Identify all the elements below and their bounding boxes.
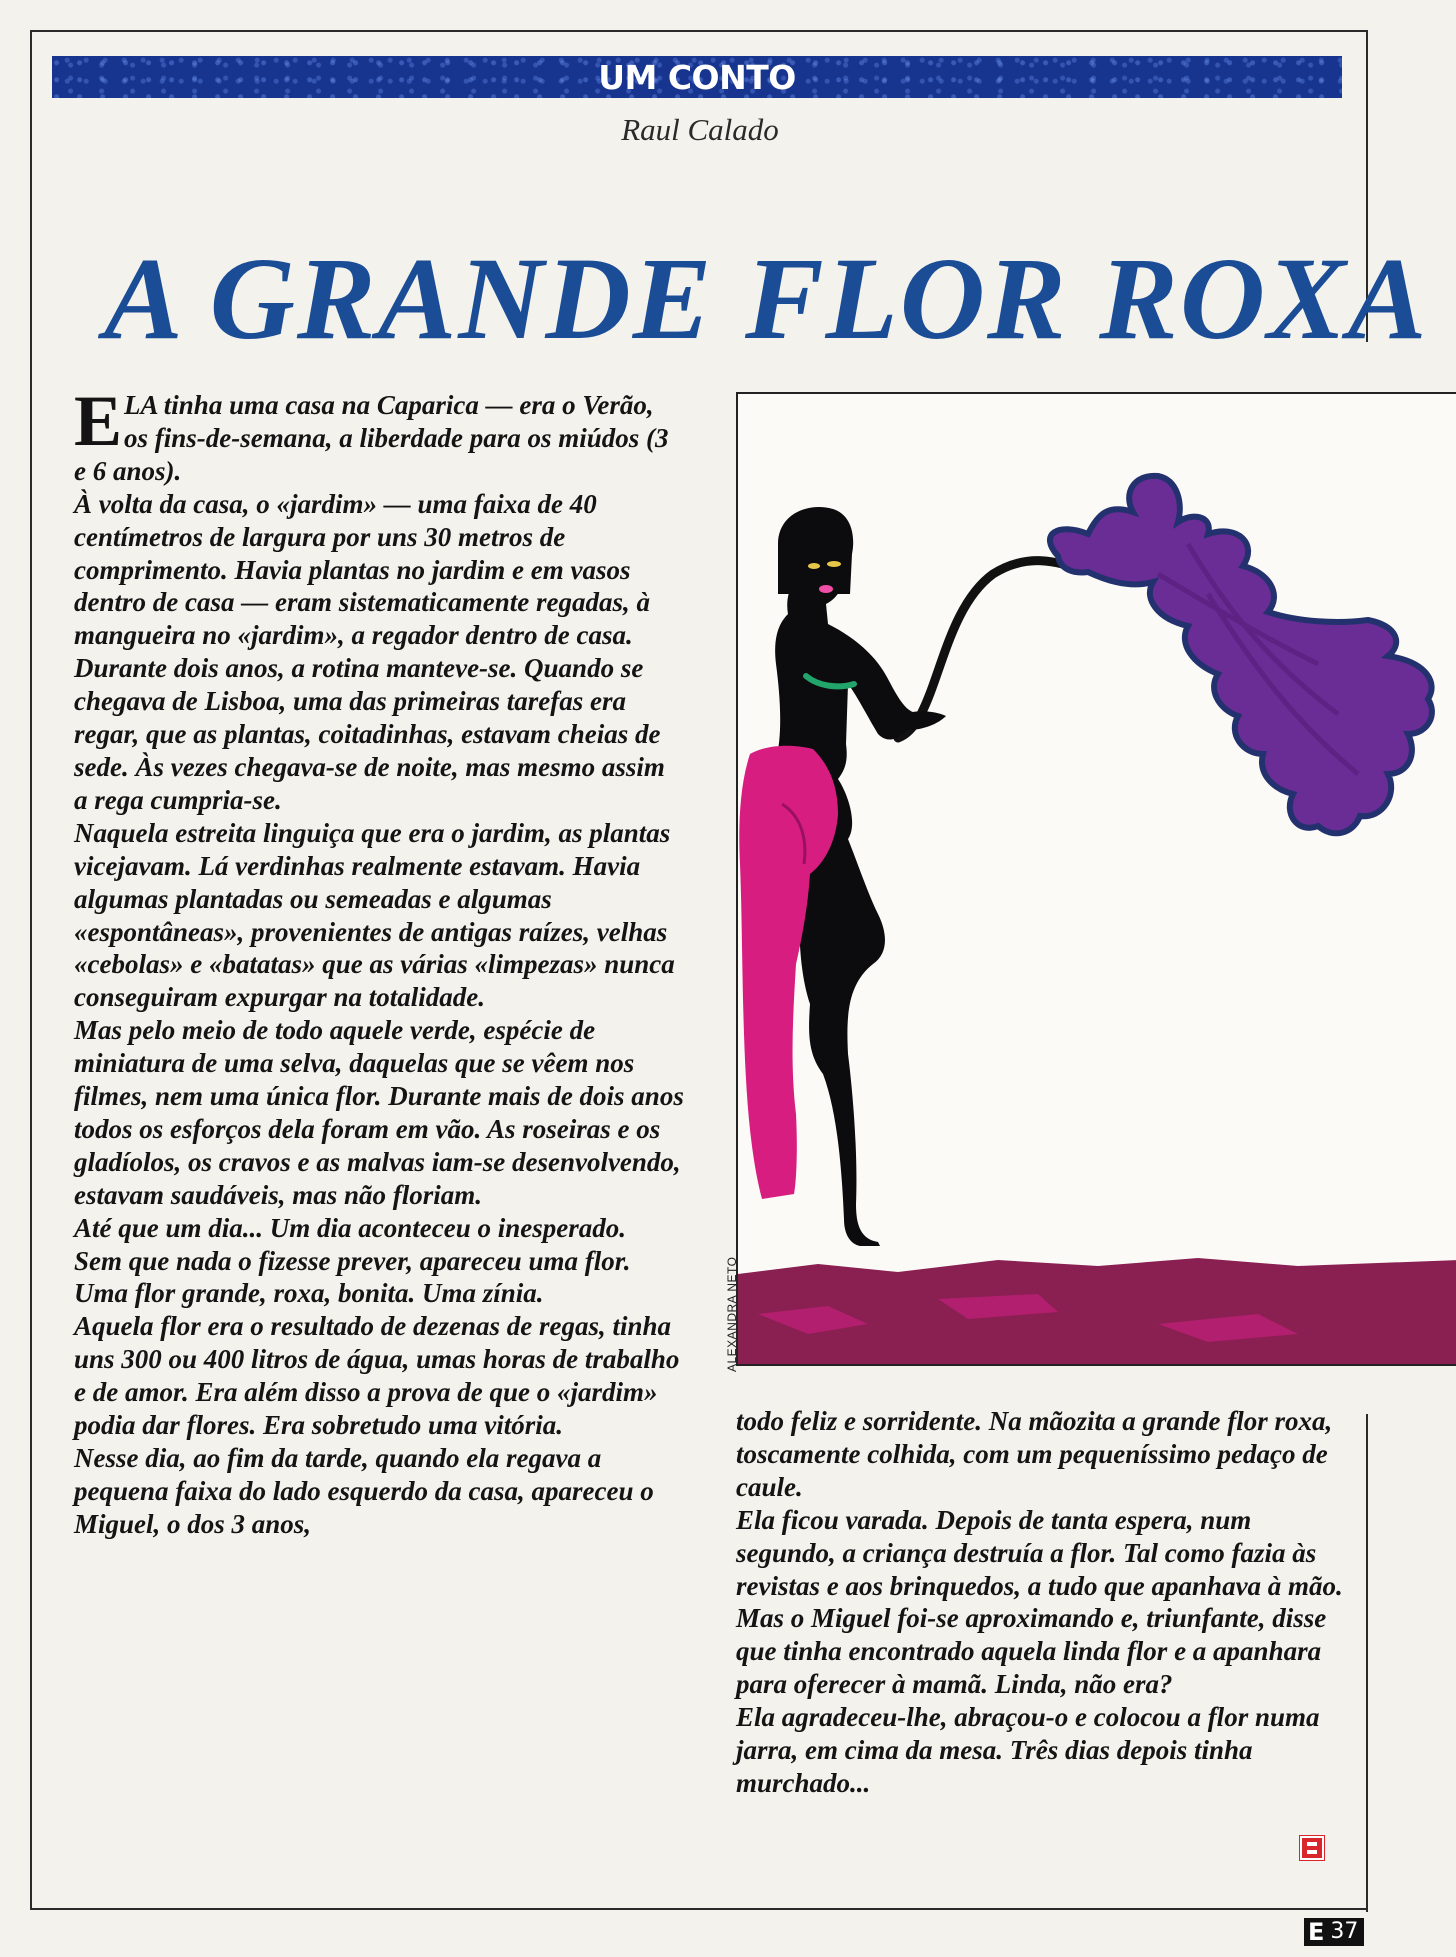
article-column-right (736, 1405, 1356, 1800)
article-paragraph: Mas o Miguel foi-se aproximando e, triunfante, disse que tinha encontrado aquela linda flor e a apanhara para oferecer à mamã. Linda, não era? (736, 1603, 1327, 1700)
article-paragraph: ELA tinha uma casa na Caparica — era o Verão, os fins-de-semana, a liberdade para os miúdos (3 e 6 anos). (74, 381, 669, 486)
section-banner (52, 56, 1342, 98)
article-paragraph: Sem que nada o fizesse prever, apareceu uma flor. Uma flor grande, roxa, bonita. Uma zínia. (74, 1245, 631, 1309)
article-paragraph: Naquela estreita linguiça que era o jardim, as plantas vicejavam. Lá verdinhas realmente estavam. Havia algumas plantadas ou semeadas e algumas «espontâneas», provenientes de antigas raízes, velhas «cebolas» e «batatas» que as várias «limpezas» nunca conseguiram expurgar na totalidade. (74, 817, 675, 1013)
article-paragraph: Ela agradeceu-lhe, abraçou-o e colocou a flor numa jarra, em cima da mesa. Três dias depois tinha murchado... (736, 1702, 1320, 1798)
article-paragraph: todo feliz e sorridente. Na mãozita a grande flor roxa, toscamente colhida, com um pequeníssimo pedaço de caule. (736, 1406, 1333, 1502)
article-paragraph: Aquela flor era o resultado de dezenas de regas, tinha uns 300 ou 400 litros de água, umas horas de trabalho e de amor. Era além disso a prova de que o «jardim» podia dar flores. Era sobretudo uma vitória. (74, 1311, 680, 1441)
article-paragraph: Até que um dia... Um dia aconteceu o inesperado. (74, 1212, 626, 1243)
article-column-left (74, 381, 684, 1541)
section-label: UM CONTO (598, 57, 796, 97)
illustration (736, 392, 1456, 1366)
magazine-badge: E (1304, 1918, 1328, 1946)
illustration-artwork (738, 394, 1456, 1366)
illustration-credit: ALEXANDRA NETO (725, 1256, 739, 1372)
article-paragraph: Durante dois anos, a rotina manteve-se. Quando se chegava de Lisboa, uma das primeiras tarefas era regar, que as plantas, coitadinhas, estavam cheias de sede. Às vezes chegava-se de noite, mas mesmo assim a rega cumpria-se. (74, 653, 665, 815)
end-of-article-icon (1300, 1836, 1324, 1860)
article-paragraph: Ela ficou varada. Depois de tanta espera, num segundo, a criança destruía a flor. Tal como fazia às revistas e aos brinquedos, a tudo que apanhava à mão. (736, 1504, 1343, 1601)
drop-cap: E (74, 381, 123, 461)
page-number-value: 37 (1328, 1918, 1364, 1946)
article-paragraph: Nesse dia, ao fim da tarde, quando ela regava a pequena faixa do lado esquerdo da casa, apareceu o Miguel, o dos 3 anos, (74, 1443, 654, 1539)
page-number (1304, 1918, 1364, 1946)
author-name: Raul Calado (621, 112, 779, 147)
ground-strip (738, 1258, 1456, 1366)
article-paragraph: Mas pelo meio de todo aquele verde, espécie de miniatura de uma selva, daquelas que se vêem nos filmes, nem uma única flor. Durante mais de dois anos todos os esforços dela foram em vão. As roseiras e os gladíolos, os cravos e as malvas iam-se desenvolvendo, estavam saudáveis, mas não floriam. (74, 1015, 684, 1210)
article-paragraph: À volta da casa, o «jardim» — uma faixa de 40 centímetros de largura por uns 30 metros de comprimento. Havia plantas no jardim e em vasos dentro de casa — eram sistematicamente regadas, à mangueira no «jardim», a regador dentro de casa. (74, 488, 650, 651)
article-title: A GRANDE FLOR ROXA (104, 233, 1429, 364)
frame-rule-right-bottom (1366, 1414, 1368, 1912)
